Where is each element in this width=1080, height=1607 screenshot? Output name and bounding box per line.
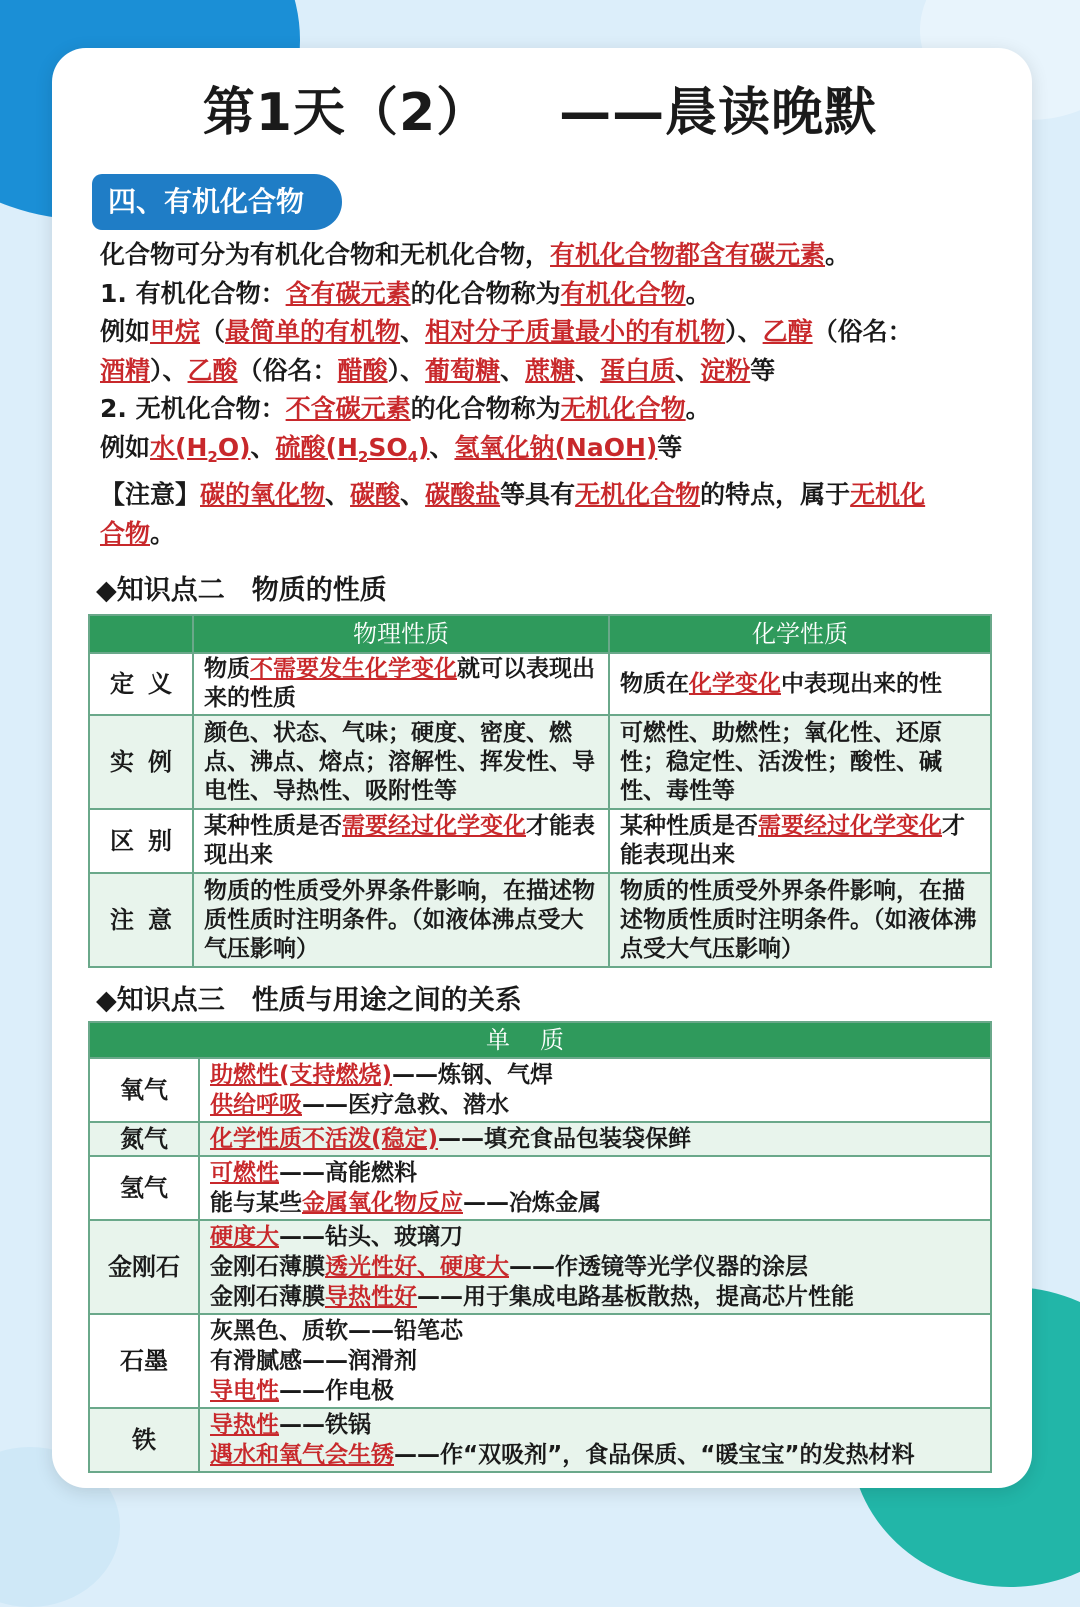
knowledge-point-2-title: ◆知识点二 物质的性质 <box>96 575 387 606</box>
key-term-sulfuric-acid <box>275 432 430 466</box>
table-cell <box>199 1122 991 1156</box>
table-header-cell: 物理性质 <box>193 615 609 653</box>
key-term: 需要经过化学变化 <box>342 813 526 839</box>
text-span: ) <box>418 432 430 462</box>
row-head: 注意 <box>89 873 193 967</box>
key-term: 助燃性(支持燃烧) <box>210 1062 393 1088</box>
text-span: 就可以表现出来的性质 <box>204 656 595 711</box>
row-head: 氮气 <box>89 1122 199 1156</box>
table-row <box>89 715 991 809</box>
text-line <box>100 352 1000 391</box>
text-span: ——填充食品包装袋保鲜 <box>438 1126 692 1152</box>
table-header-cell: 化学性质 <box>609 615 991 653</box>
text-span: 【注意】 <box>100 480 201 509</box>
use-line <box>210 1252 980 1282</box>
key-term: 碳酸盐 <box>425 480 501 509</box>
table-row <box>89 653 991 715</box>
table-cell <box>199 1314 991 1408</box>
text-span: （ <box>200 317 226 346</box>
key-term: 氢氧化钠(NaOH) <box>454 432 658 462</box>
table-cell: 物质的性质受外界条件影响，在描述物质性质时注明条件。（如液体沸点受大气压影响） <box>193 873 609 967</box>
text-span: ——钻头、玻璃刀 <box>279 1224 463 1250</box>
text-line <box>100 275 1000 314</box>
row-head: 定义 <box>89 653 193 715</box>
use-line <box>210 1158 980 1188</box>
table-cell <box>199 1220 991 1314</box>
key-term: 甲烷 <box>150 317 201 346</box>
key-term: 乙醇 <box>762 317 813 346</box>
table-cell <box>199 1408 991 1472</box>
text-span: SO <box>368 432 408 462</box>
table-row <box>89 1122 991 1156</box>
subscript: 2 <box>357 447 369 466</box>
text-span: 中表现出来的性 <box>781 670 942 697</box>
text-line <box>100 236 1000 275</box>
key-term: 导热性好 <box>325 1284 417 1310</box>
text-line <box>100 429 1000 477</box>
use-line <box>210 1188 980 1218</box>
use-line: 灰黑色、质软——铅笔芯 <box>210 1318 463 1344</box>
subscript: 4 <box>407 447 419 466</box>
text-span: 等具有 <box>500 480 576 509</box>
table-cell <box>609 653 991 715</box>
key-term: 蛋白质 <box>600 355 676 385</box>
text-span: ——炼钢、气焊 <box>392 1062 554 1088</box>
key-term: 可燃性 <box>210 1160 279 1186</box>
text-span: 某种性质是否 <box>620 813 758 839</box>
table-cell <box>609 809 991 873</box>
text-span: ——铁锅 <box>279 1412 371 1438</box>
text-span: 、 <box>500 355 526 385</box>
key-term: 遇水和氧气会生锈 <box>210 1442 394 1468</box>
key-term: 乙酸 <box>187 355 238 385</box>
text-span: 水(H <box>150 432 208 462</box>
text-line <box>100 476 1000 515</box>
section-badge: 四、有机化合物 <box>92 174 342 230</box>
text-span: 金刚石薄膜 <box>210 1284 325 1310</box>
text-span: 等 <box>657 432 683 462</box>
table-cell: 颜色、状态、气味；硬度、密度、燃点、沸点、熔点；溶解性、挥发性、导电性、导热性、吸附性等 <box>193 715 609 809</box>
text-span: O) <box>217 432 251 462</box>
key-term: 含有碳元素 <box>285 278 411 308</box>
key-term: 合物 <box>100 518 151 548</box>
key-term: 醋酸 <box>337 355 388 385</box>
table-cell <box>199 1058 991 1122</box>
key-term: 无机化 <box>850 480 926 509</box>
row-head: 区别 <box>89 809 193 873</box>
row-head: 氢气 <box>89 1156 199 1220</box>
text-span: ——作“双吸剂”，食品保质、“暖宝宝”的发热材料 <box>394 1442 915 1468</box>
table-header-cell: 单质 <box>89 1022 991 1058</box>
uses-table <box>88 1021 992 1473</box>
text-span: 的化合物称为 <box>410 278 561 308</box>
page-title <box>0 70 1080 145</box>
key-term: 蔗糖 <box>525 355 576 385</box>
key-term: 酒精 <box>100 355 151 385</box>
use-line <box>210 1440 980 1470</box>
subscript: 2 <box>207 447 218 466</box>
key-term: 导热性 <box>210 1412 279 1438</box>
text-span: 能与某些 <box>210 1190 302 1216</box>
use-line <box>210 1060 980 1090</box>
text-line <box>100 515 1000 554</box>
row-head: 氧气 <box>89 1058 199 1122</box>
text-span: 。 <box>685 394 711 423</box>
table-cell <box>193 653 609 715</box>
text-span: 、 <box>400 317 426 346</box>
key-term: 最简单的有机物 <box>225 317 401 346</box>
text-span: 金刚石薄膜 <box>210 1254 325 1280</box>
text-span: 物质在 <box>620 670 689 697</box>
page-title-right: ——晨读晚默 <box>559 83 878 143</box>
text-span: ）、 <box>150 355 188 385</box>
text-span: ——高能燃料 <box>279 1160 417 1186</box>
text-span: 、 <box>325 480 351 509</box>
text-span: 例如 <box>100 317 151 346</box>
text-span: （俗名： <box>237 355 338 385</box>
key-term: 碳的氧化物 <box>200 480 326 509</box>
use-line <box>210 1124 980 1154</box>
text-span: ——用于集成电路基板散热，提高芯片性能 <box>417 1284 854 1310</box>
text-span: 某种性质是否 <box>204 813 342 839</box>
table-header-cell <box>89 615 193 653</box>
text-line <box>100 313 1000 352</box>
key-term: 化学变化 <box>689 670 781 697</box>
row-head: 金刚石 <box>89 1220 199 1314</box>
key-term: 无机化合物 <box>575 480 701 509</box>
organic-compounds-text <box>100 236 1000 553</box>
text-span: 的特点，属于 <box>700 480 851 509</box>
text-span: ）、 <box>725 317 763 346</box>
text-span: 的化合物称为 <box>410 394 561 423</box>
key-term: 不含碳元素 <box>285 394 411 423</box>
key-term-water <box>150 432 251 466</box>
table-header-row <box>89 1022 991 1058</box>
key-term: 导电性 <box>210 1378 279 1404</box>
key-term: 硬度大 <box>210 1224 279 1250</box>
text-span: 。 <box>825 240 851 269</box>
key-term: 需要经过化学变化 <box>758 813 942 839</box>
use-line: 有滑腻感——润滑剂 <box>210 1348 417 1374</box>
table-cell: 可燃性、助燃性；氧化性、还原性；稳定性、活泼性；酸性、碱性、毒性等 <box>609 715 991 809</box>
text-span: 、 <box>575 355 601 385</box>
text-span: 、 <box>250 432 276 462</box>
text-span: 化合物可分为有机化合物和无机化合物， <box>100 240 551 269</box>
table-row <box>89 1314 991 1408</box>
text-span: ——冶炼金属 <box>463 1190 601 1216</box>
key-term: 碳酸 <box>350 480 401 509</box>
knowledge-point-3-title: ◆知识点三 性质与用途之间的关系 <box>96 985 522 1016</box>
text-span: 、 <box>675 355 701 385</box>
table-header-row <box>89 615 991 653</box>
table-cell <box>199 1156 991 1220</box>
key-term: 金属氧化物反应 <box>302 1190 463 1216</box>
key-term: 葡萄糖 <box>425 355 501 385</box>
table-row <box>89 1220 991 1314</box>
text-span: 等 <box>750 355 776 385</box>
key-term: 无机化合物 <box>560 394 686 423</box>
key-term: 不需要发生化学变化 <box>250 656 457 682</box>
use-line <box>210 1376 980 1406</box>
text-span: 才能表现出来 <box>620 813 965 868</box>
text-span: 。 <box>150 518 176 548</box>
use-line <box>210 1410 980 1440</box>
table-row <box>89 809 991 873</box>
text-span: ）、 <box>387 355 426 385</box>
properties-table <box>88 614 992 968</box>
text-span: 物质 <box>204 656 250 682</box>
key-term: 有机化合物都含有碳元素 <box>550 240 826 269</box>
text-span: ——作透镜等光学仪器的涂层 <box>509 1254 808 1280</box>
text-span: 、 <box>400 480 426 509</box>
key-term: 相对分子质量最小的有机物 <box>425 317 726 346</box>
use-line <box>210 1090 980 1120</box>
text-span: ——作电极 <box>279 1378 394 1404</box>
use-line <box>210 1222 980 1252</box>
page-title-left: 第1天（2） <box>202 83 490 143</box>
table-row <box>89 1156 991 1220</box>
row-head: 铁 <box>89 1408 199 1472</box>
row-head: 实例 <box>89 715 193 809</box>
table-cell: 物质的性质受外界条件影响，在描述物质性质时注明条件。（如液体沸点受大气压影响） <box>609 873 991 967</box>
key-term: 淀粉 <box>700 355 751 385</box>
text-span: 2. 无机化合物： <box>100 394 286 423</box>
text-span: （俗名： <box>812 317 913 346</box>
text-span: 。 <box>685 278 711 308</box>
table-row <box>89 1058 991 1122</box>
text-line <box>100 390 1000 429</box>
key-term: 透光性好、硬度大 <box>325 1254 509 1280</box>
key-term: 化学性质不活泼(稳定) <box>210 1126 439 1152</box>
text-span: 例如 <box>100 432 151 462</box>
text-span: 才能表现出来 <box>204 813 595 868</box>
text-span: 、 <box>429 432 455 462</box>
row-head: 石墨 <box>89 1314 199 1408</box>
text-span: ——医疗急救、潜水 <box>302 1092 509 1118</box>
key-term: 供给呼吸 <box>210 1092 302 1118</box>
text-span: 硫酸(H <box>275 432 358 462</box>
table-cell <box>193 809 609 873</box>
table-row <box>89 873 991 967</box>
use-line <box>210 1282 980 1312</box>
table-row <box>89 1408 991 1472</box>
text-span: 1. 有机化合物： <box>100 278 286 308</box>
key-term: 有机化合物 <box>560 278 686 308</box>
